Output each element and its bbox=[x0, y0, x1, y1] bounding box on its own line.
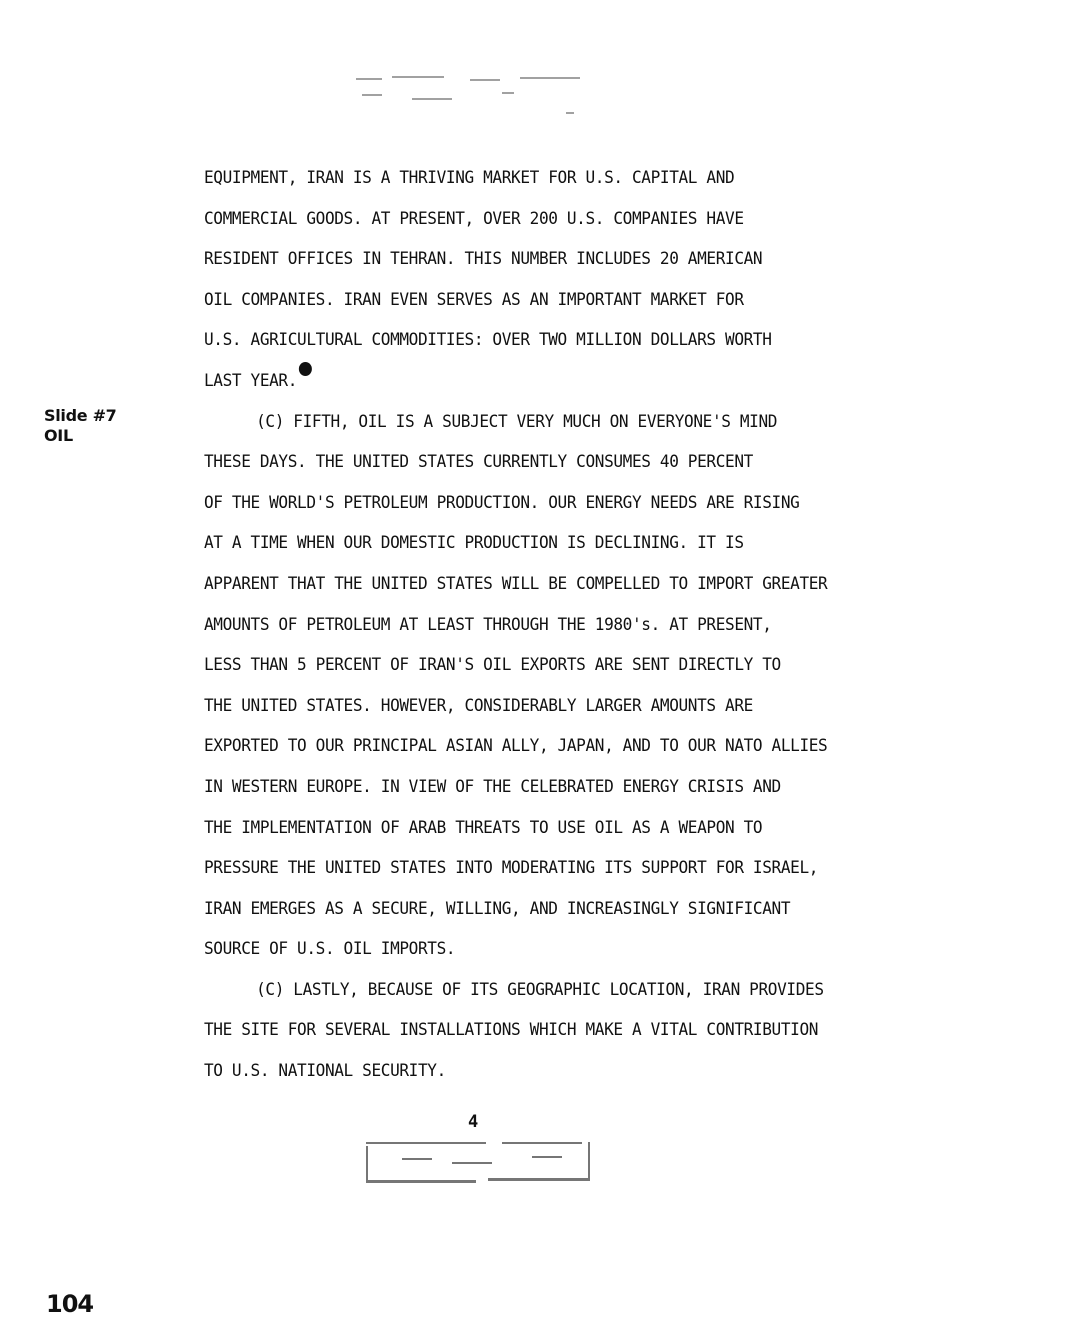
text-line: THE SITE FOR SEVERAL INSTALLATIONS WHICH MAKE A VITAL CONTRIBUTION bbox=[204, 1020, 819, 1041]
margin-note bbox=[44, 406, 117, 446]
folio-number: 104 bbox=[46, 1290, 94, 1318]
ink-mark-icon bbox=[299, 362, 312, 376]
text-line: THE UNITED STATES. HOWEVER, CONSIDERABLY LARGER AMOUNTS ARE bbox=[204, 695, 753, 716]
classification-stamp-bottom bbox=[352, 1138, 592, 1186]
text-line: OIL COMPANIES. IRAN EVEN SERVES AS AN IMPORTANT MARKET FOR bbox=[204, 289, 744, 310]
slide-label: Slide #7 bbox=[44, 406, 117, 425]
text-line: SOURCE OF U.S. OIL IMPORTS. bbox=[204, 939, 456, 960]
paragraph-start: (C) LASTLY, BECAUSE OF ITS GEOGRAPHIC LOCATION, IRAN PROVIDES bbox=[256, 979, 824, 1000]
document-body bbox=[204, 158, 894, 1092]
text-line: AT A TIME WHEN OUR DOMESTIC PRODUCTION IS DECLINING. IT IS bbox=[204, 533, 744, 554]
text-line: EQUIPMENT, IRAN IS A THRIVING MARKET FOR U.S. CAPITAL AND bbox=[204, 168, 735, 188]
classification-stamp-top bbox=[352, 72, 592, 120]
slide-topic: OIL bbox=[44, 426, 73, 445]
text-line: RESIDENT OFFICES IN TEHRAN. THIS NUMBER INCLUDES 20 AMERICAN bbox=[204, 249, 763, 270]
text-line: IN WESTERN EUROPE. IN VIEW OF THE CELEBRATED ENERGY CRISIS AND bbox=[204, 776, 781, 797]
paragraph-start: (C) FIFTH, OIL IS A SUBJECT VERY MUCH ON EVERYONE'S MIND bbox=[256, 411, 778, 432]
text-line: LAST YEAR. bbox=[204, 370, 298, 391]
text-line: TO U.S. NATIONAL SECURITY. bbox=[204, 1061, 446, 1082]
text-line: IRAN EMERGES AS A SECURE, WILLING, AND INCREASINGLY SIGNIFICANT bbox=[204, 898, 791, 919]
text-line: THE IMPLEMENTATION OF ARAB THREATS TO USE OIL AS A WEAPON TO bbox=[204, 817, 763, 838]
page-number: 4 bbox=[468, 1112, 479, 1132]
text-line: OF THE WORLD'S PETROLEUM PRODUCTION. OUR ENERGY NEEDS ARE RISING bbox=[204, 492, 800, 513]
text-line: EXPORTED TO OUR PRINCIPAL ASIAN ALLY, JAPAN, AND TO OUR NATO ALLIES bbox=[204, 736, 828, 757]
text-line-with-mark bbox=[204, 361, 846, 402]
text-line: APPARENT THAT THE UNITED STATES WILL BE COMPELLED TO IMPORT GREATER bbox=[204, 573, 828, 594]
text-line: AMOUNTS OF PETROLEUM AT LEAST THROUGH THE 1980's. AT PRESENT, bbox=[204, 614, 772, 635]
text-line: U.S. AGRICULTURAL COMMODITIES: OVER TWO MILLION DOLLARS WORTH bbox=[204, 330, 772, 351]
text-line: LESS THAN 5 PERCENT OF IRAN'S OIL EXPORTS ARE SENT DIRECTLY TO bbox=[204, 655, 781, 676]
text-line: THESE DAYS. THE UNITED STATES CURRENTLY CONSUMES 40 PERCENT bbox=[204, 452, 753, 473]
text-line: PRESSURE THE UNITED STATES INTO MODERATING ITS SUPPORT FOR ISRAEL, bbox=[204, 858, 819, 879]
text-line: COMMERCIAL GOODS. AT PRESENT, OVER 200 U.S. COMPANIES HAVE bbox=[204, 208, 744, 229]
